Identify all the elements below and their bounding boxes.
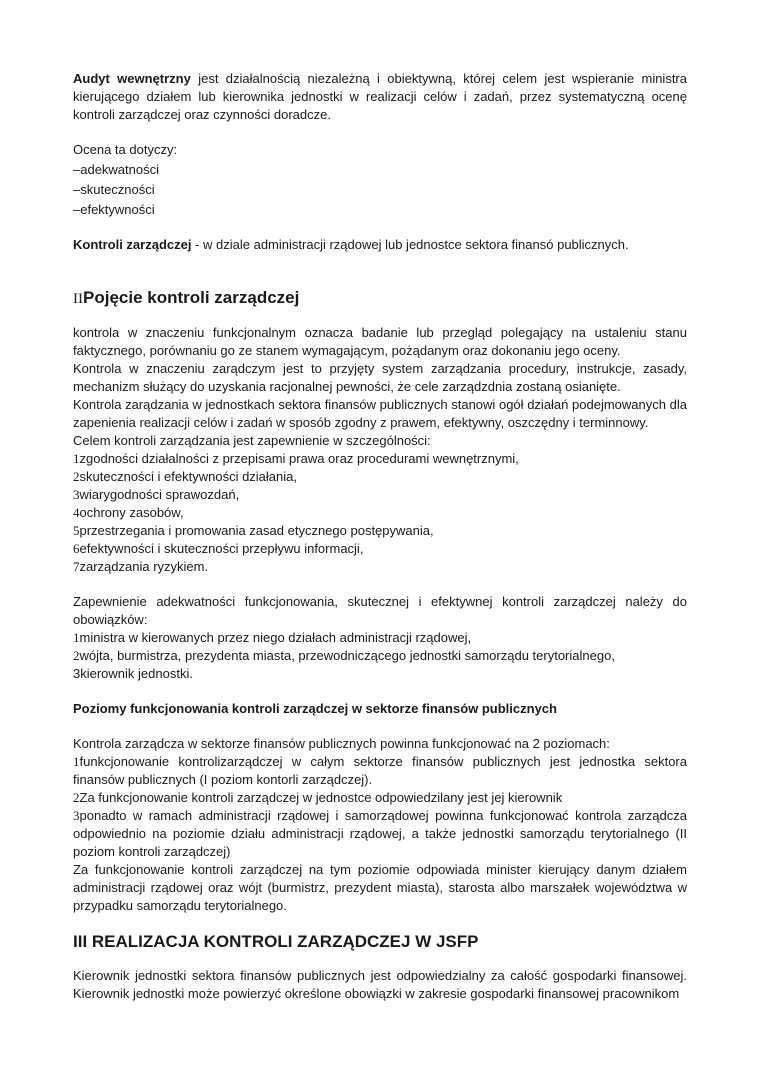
levels-closing: Za funkcjonowanie kontroli zarządczej na tym poziomie odpowiada minister kierujący danym działem administracji rządowej oraz wójt (burmistrz, prezydent miasta), starosta albo marszałek województwa w przypadku samorządu terytorialnego. [73, 862, 687, 913]
document-page [73, 0, 687, 1003]
section-3-paragraph: Kierownik jednostki sektora finansów publicznych jest odpowiedzialny za całość gospodarki finansowej. Kierownik jednostki może powierzyć określone obowiązki w zakresie gospodarki finansowej pracownikom [73, 968, 687, 1001]
levels-heading: Poziomy funkcjonowania kontroli zarządczej w sektorze finansów publicznych [73, 701, 557, 716]
goal-item: 7zarządzania ryzykiem. [73, 559, 209, 574]
level-item: 1funkcjonowanie kontrolizarządczej w całym sektorze finansów publicznych jest jednostka sektora finansów publicznych (I poziom kontorli zarządczej). [73, 754, 687, 787]
goal-item: 6efektywności i skuteczności przepływu informacji, [73, 541, 364, 556]
duty-item: 1ministra w kierowanych przez niego działach administracji rządowej, [73, 630, 472, 645]
goal-item: 2skuteczności i efektywności działania, [73, 469, 297, 484]
level-item: 2Za funkcjonowanie kontroli zarządczej w jednostce odpowiedzilany jest jej kierownik [73, 790, 563, 805]
assessment-item: –skuteczności [73, 182, 155, 197]
section-2-heading [73, 287, 687, 310]
goal-item: 4ochrony zasobów, [73, 505, 184, 520]
levels-intro: Kontrola zarządcza w sektorze finansów publicznych powinna funkcjonować na 2 poziomach: [73, 736, 610, 751]
section-2-roman: II [73, 291, 83, 307]
goals-intro: Celem kontroli zarządzania jest zapewnienie w szczególności: [73, 433, 431, 448]
paragraph: Kontrola w znaczeniu zarądczym jest to przyjęty system zarządzania procedury, instrukcje, zasady, mechanizm służący do uzyskania racjonalnej pewności, że cele zarządzdnia zostaną osianięte. [73, 361, 687, 394]
level-item: 3ponadto w ramach administracji rządowej i samorządowej powinna funkcjonować kontrola zarządcza odpowiednio na poziomie działu administracji rządowej, a także jednostki samorządu terytorialnego (II poziom kontroli zarządczej) [73, 808, 687, 859]
assessment-item: –efektywności [73, 202, 155, 217]
goal-item: 5przestrzegania i promowania zasad etycznego postępywania, [73, 523, 434, 538]
goal-item: 1zgodności działalności z przepisami prawa oraz procedurami wewnętrznymi, [73, 451, 519, 466]
audit-term: Audyt wewnętrzny [73, 71, 191, 86]
section-3-heading: III REALIZACJA KONTROLI ZARZĄDCZEJ W JSFP [73, 932, 479, 951]
control-term: Kontroli zarządczej [73, 237, 192, 252]
paragraph: Kontrola zarądzania w jednostkach sektora finansów publicznych stanowi ogół działań podejmowanych dla zapenienia realizacji celów i zadań w sposób zgodny z prawem, efektywny, oszczędny i terminnowy. [73, 397, 687, 430]
control-definition: Kontroli zarządczej - w dziale administracji rządowej lub jednostce sektora finansó publicznych. [73, 237, 629, 252]
audit-definition: Audyt wewnętrzny jest działalnością niezależną i obiektywną, której celem jest wspieranie ministra kierującego działem lub kierownika jednostki w realizacji celów i zadań, przez systematyczną ocenę kontroli zarządczej oraz czynności doradcze. [73, 71, 687, 122]
duty-item: 2wójta, burmistrza, prezydenta miasta, przewodniczącego jednostki samorządu terytorialnego, [73, 648, 615, 663]
duty-intro: Zapewnienie adekwatności funkcjonowania, skutecznej i efektywnej kontroli zarządczej należy do obowiązków: [73, 594, 687, 627]
assessment-label: Ocena ta dotyczy: [73, 142, 178, 157]
assessment-item: –adekwatności [73, 162, 159, 177]
goal-item: 3wiarygodności sprawozdań, [73, 487, 240, 502]
duty-item: 3kierownik jednostki. [73, 666, 193, 681]
paragraph: kontrola w znaczeniu funkcjonalnym oznacza badanie lub przegląd polegający na ustaleniu stanu faktycznego, porównaniu go ze stanem wymagającym, pożądanym oraz dokonaniu jego oceny. [73, 325, 687, 358]
section-2-title: Pojęcie kontroli zarządczej [83, 288, 300, 307]
